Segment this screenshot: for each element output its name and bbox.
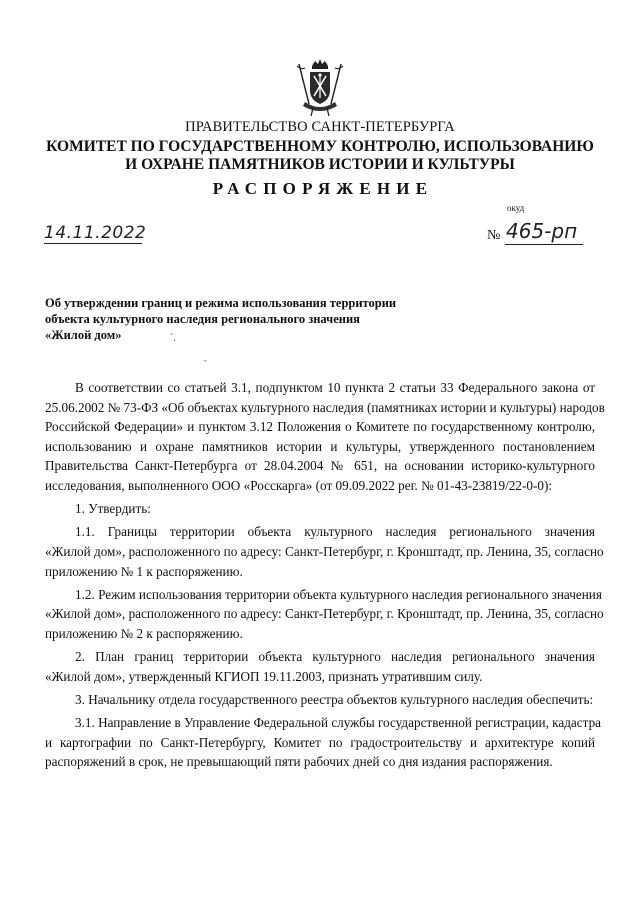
government-name: ПРАВИТЕЛЬСТВО САНКТ-ПЕТЕРБУРГА bbox=[185, 119, 455, 135]
paragraph-line: распоряжений в срок, не превышающий пяти рабочих дней со дня издания распоряжения. bbox=[45, 754, 553, 770]
scan-speck-mark-2: ., bbox=[203, 354, 207, 363]
paragraph-line: исследования, выполненного ООО «Росскарга» (от 09.09.2022 рег. № 01-43-23819/22-0-0): bbox=[45, 477, 553, 493]
number-underline bbox=[505, 244, 583, 245]
coat-of-arms-icon bbox=[293, 58, 347, 118]
paragraph-line: 3.1. Направление в Управление Федеральной службы государственной регистрации, кадастра bbox=[75, 715, 602, 731]
paragraph-line: и картографии по Санкт-Петербургу, Комитет по градостроительству и архитектуре копий bbox=[45, 734, 595, 750]
document-body bbox=[45, 378, 605, 775]
paragraph-line: 1.2. Режим использования территории объекта культурного наследия регионального значения bbox=[75, 586, 602, 602]
subject-line-1: Об утверждении границ и режима использования территории bbox=[45, 296, 397, 310]
paragraph-line: 25.06.2002 № 73-ФЗ «Об объектах культурного наследия (памятниках истории и культуры) народов bbox=[45, 399, 605, 415]
paragraph-line: Российской Федерации» и пунктом 3.12 Положения о Комитете по государственному контролю, bbox=[45, 419, 595, 435]
paragraph-approve bbox=[45, 499, 595, 519]
paragraph-3-1 bbox=[45, 713, 602, 772]
paragraph-line: использованию и охране памятников истории и культуры, утвержденного постановлением bbox=[45, 438, 595, 454]
scan-speck-mark: `. bbox=[170, 333, 176, 344]
paragraph-1-1 bbox=[45, 522, 604, 581]
committee-line-2: И ОХРАНЕ ПАМЯТНИКОВ ИСТОРИИ И КУЛЬТУРЫ bbox=[125, 156, 515, 173]
paragraph-line: «Жилой дом», расположенного по адресу: Санкт-Петербург, г. Кронштадт, пр. Ленина, 35, согласно bbox=[45, 543, 604, 559]
paragraph-2 bbox=[45, 647, 595, 686]
paragraph-preamble bbox=[45, 378, 605, 496]
paragraph-line: 1.1. Границы территории объекта культурного наследия регионального значения bbox=[75, 524, 595, 540]
paragraph-3 bbox=[45, 690, 595, 710]
document-type: РАСПОРЯЖЕНИЕ bbox=[212, 179, 434, 198]
paragraph-line: 3. Начальнику отдела государственного реестра объектов культурного наследия обеспечить: bbox=[75, 691, 594, 707]
paragraph-line: Правительства Санкт-Петербурга от 28.04.2004 № 651, на основании историко-культурного bbox=[45, 458, 595, 474]
date-underline bbox=[44, 243, 142, 244]
document-date: 14.11.2022 bbox=[44, 223, 147, 243]
document-subject bbox=[45, 295, 396, 343]
paragraph-line: «Жилой дом», утвержденный КГИОП 19.11.2003, признать утратившим силу. bbox=[45, 668, 483, 684]
okud-label: окуд bbox=[507, 203, 525, 213]
subject-line-3: «Жилой дом» bbox=[45, 328, 122, 342]
paragraph-line: В соответствии со статьей 3.1, подпунктом 10 пункта 2 статьи 33 Федерального закона от bbox=[75, 380, 595, 395]
subject-line-2: объекта культурного наследия регионального значения bbox=[45, 312, 360, 326]
paragraph-line: 1. Утвердить: bbox=[75, 501, 151, 517]
committee-line-1: КОМИТЕТ ПО ГОСУДАРСТВЕННОМУ КОНТРОЛЮ, ИСПОЛЬЗОВАНИЮ bbox=[46, 138, 594, 155]
paragraph-line: «Жилой дом», расположенного по адресу: Санкт-Петербург, г. Кронштадт, пр. Ленина, 35, согласно bbox=[45, 606, 604, 622]
number-label: № bbox=[487, 228, 501, 243]
paragraph-line: приложению № 1 к распоряжению. bbox=[45, 563, 243, 579]
document-number: 465-рп bbox=[506, 219, 578, 243]
paragraph-line: 2. План границ территории объекта культурного наследия регионального значения bbox=[75, 649, 595, 665]
paragraph-1-2 bbox=[45, 585, 604, 644]
committee-name bbox=[0, 138, 640, 174]
paragraph-line: приложению № 2 к распоряжению. bbox=[45, 625, 243, 641]
